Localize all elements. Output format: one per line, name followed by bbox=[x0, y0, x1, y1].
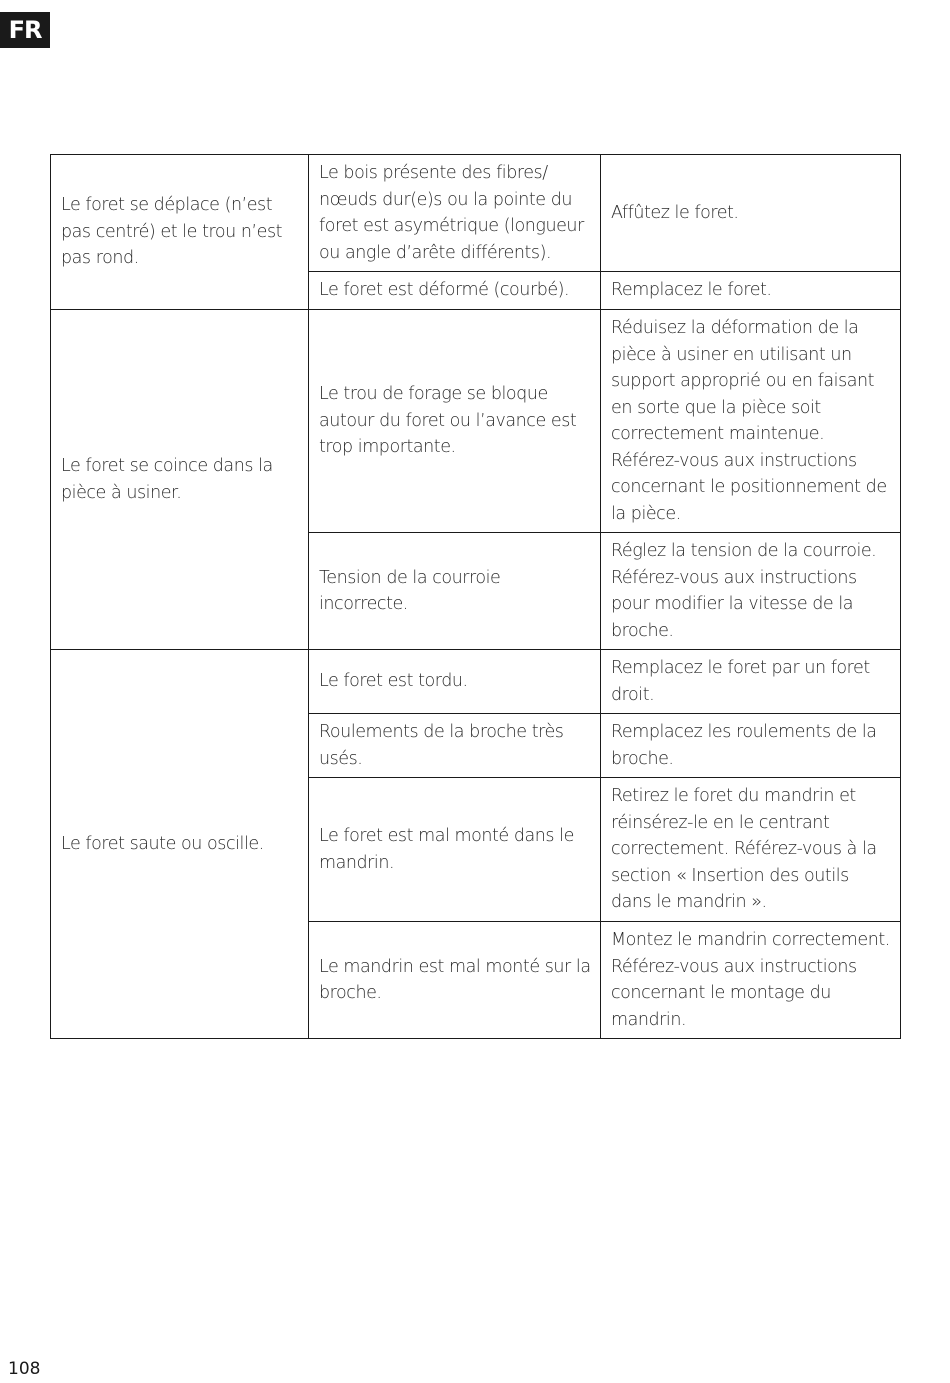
problem-cell: Le foret se coince dans la pièce à usiner. bbox=[51, 310, 309, 650]
problem-cell: Le foret saute ou oscille. bbox=[51, 650, 309, 1039]
cause-cell: Le bois présente des fibres/ nœuds dur(e)s ou la pointe du foret est asymétrique (longueur ou angle d’arête différents). bbox=[309, 155, 601, 272]
cause-cell: Le mandrin est mal monté sur la broche. bbox=[309, 922, 601, 1039]
cause-cell: Le foret est déformé (courbé). bbox=[309, 272, 601, 310]
cause-cell: Le foret est mal monté dans le mandrin. bbox=[309, 778, 601, 922]
table-row bbox=[51, 650, 901, 714]
language-badge: FR bbox=[0, 12, 50, 48]
solution-cell: Réglez la tension de la courroie. Référez-vous aux instructions pour modifier la vitesse de la broche. bbox=[601, 533, 901, 650]
troubleshooting-table bbox=[50, 154, 901, 1039]
solution-cell: Remplacez le foret par un foret droit. bbox=[601, 650, 901, 714]
solution-cell: Réduisez la déformation de la pièce à usiner en utilisant un support approprié ou en faisant en sorte que la pièce soit correctement maintenue. Référez-vous aux instructions concernant le positionnement de la pièce. bbox=[601, 310, 901, 533]
cause-cell: Le trou de forage se bloque autour du foret ou l’avance est trop importante. bbox=[309, 310, 601, 533]
cause-cell: Roulements de la broche très usés. bbox=[309, 714, 601, 778]
cause-cell: Tension de la courroie incorrecte. bbox=[309, 533, 601, 650]
page-number: 108 bbox=[8, 1359, 41, 1379]
solution-cell: Remplacez le foret. bbox=[601, 272, 901, 310]
solution-cell: Remplacez les roulements de la broche. bbox=[601, 714, 901, 778]
table-row bbox=[51, 155, 901, 272]
solution-cell: Montez le mandrin correctement. Référez-vous aux instructions concernant le montage du mandrin. bbox=[601, 922, 901, 1039]
table-row bbox=[51, 310, 901, 533]
solution-cell: Affûtez le foret. bbox=[601, 155, 901, 272]
cause-cell: Le foret est tordu. bbox=[309, 650, 601, 714]
problem-cell: Le foret se déplace (n’est pas centré) et le trou n’est pas rond. bbox=[51, 155, 309, 310]
solution-cell: Retirez le foret du mandrin et réinsérez-le en le centrant correctement. Référez-vous à la section « Insertion des outils dans le mandrin ». bbox=[601, 778, 901, 922]
